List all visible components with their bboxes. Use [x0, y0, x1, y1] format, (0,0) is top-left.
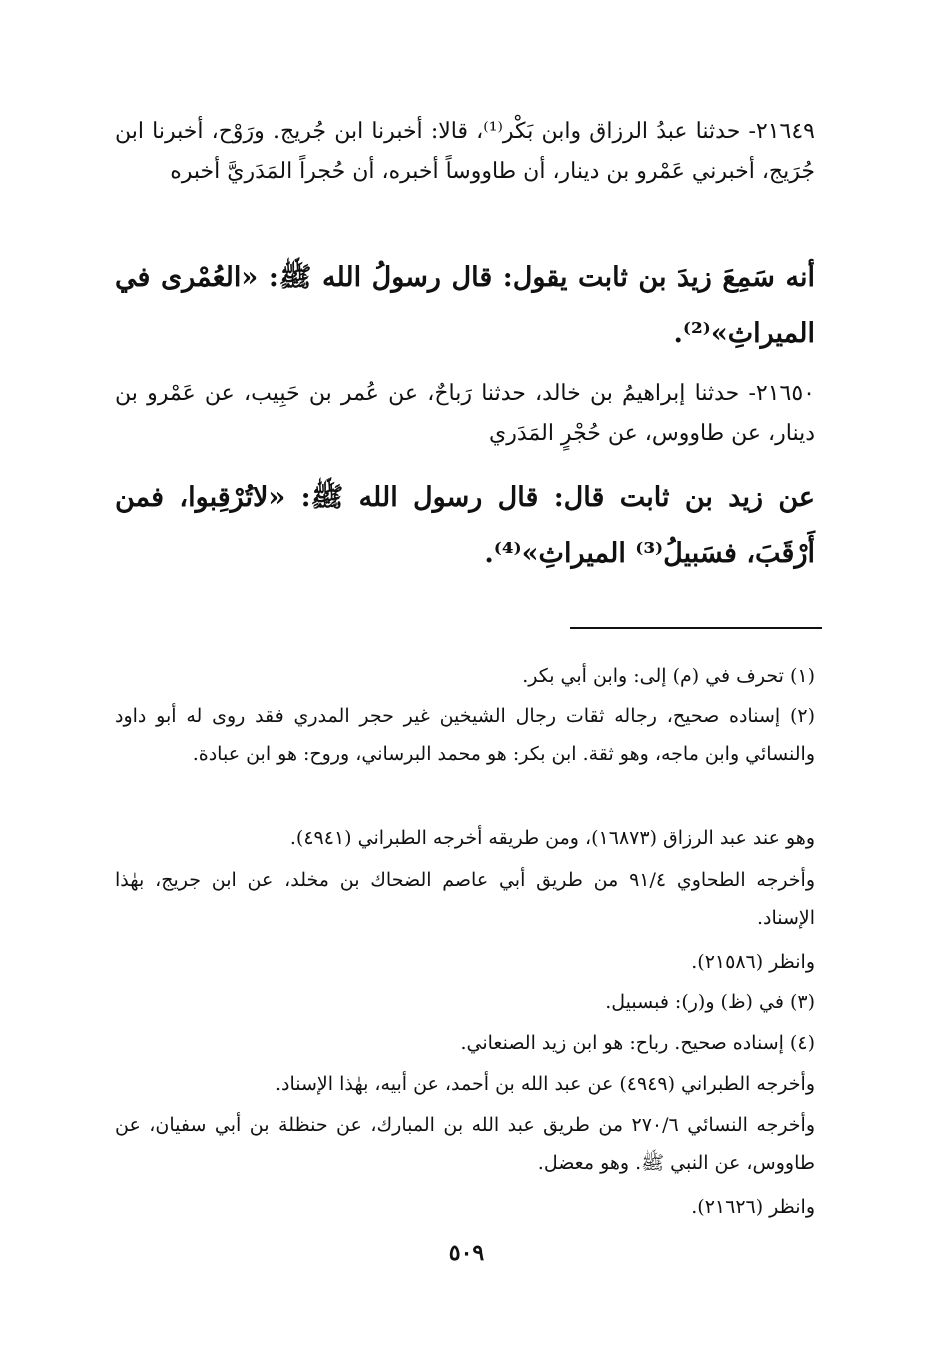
footnote-1: (١) تحرف في (م) إلى: وابن أبي بكر. [522, 665, 815, 687]
footnote-2-source: وهو عند عبد الرزاق (١٦٨٧٣)، ومن طريقه أخرجه الطبراني (٤٩٤١). [289, 827, 815, 849]
hadith-21650-chain: ٢١٦٥٠- حدثنا إبراهيمُ بن خالد، حدثنا رَباحٌ، عن عُمر بن حَبِيب، عن عَمْرو بن دينار، عن طاووس، عن حُجْرٍ المَدَري [115, 381, 815, 446]
hadith-21649-chain: ٢١٦٤٩- حدثنا عبدُ الرزاق وابن بَكْر⁽¹⁾، قالا: أخبرنا ابن جُريج. ورَوْح، أخبرنا ابن جُرَيج، أخبرني عَمْرو بن دينار، أن طاووساً أخبره، أن حُجراً المَدَريَّ أخبره [115, 119, 815, 184]
footnote-separator [570, 627, 822, 629]
footnote-2-tahawi: وأخرجه الطحاوي ٩١/٤ من طريق أبي عاصم الضحاك بن مخلد، عن ابن جريج، بهٰذا الإسناد. [115, 869, 816, 929]
footnote-4-nasai: وأخرجه النسائي ٢٧٠/٦ من طريق عبد الله بن المبارك، عن حنظلة بن أبي سفيان، عن طاووس، عن النبي ﷺ. وهو معضل. [115, 1114, 815, 1174]
page-number: ٥٠٩ [448, 1240, 485, 1266]
footnote-2-see-also: وانظر (٢١٥٨٦). [691, 951, 815, 973]
footnote-3: (٣) في (ظ) و(ر): فبسبيل. [605, 991, 815, 1013]
footnote-4: (٤) إسناده صحيح. رباح: هو ابن زيد الصنعاني. [460, 1032, 815, 1054]
footnote-2: (٢) إسناده صحيح، رجاله ثقات رجال الشيخين غير حجر المدري فقد روى له أبو داود والنسائي وابن ماجه، وهو ثقة. ابن بكر: هو محمد البرساني، وروح: هو ابن عبادة. [115, 705, 815, 765]
hadith-21650-matn: عن زيد بن ثابت قال: قال رسول الله ﷺ: «لاتُرْقِبوا، فمن أَرْقَبَ، فسَبيلُ⁽³⁾ الميراثِ»⁽⁴⁾. [115, 482, 815, 569]
hadith-21649-matn: أنه سَمِعَ زيدَ بن ثابت يقول: قال رسولُ الله ﷺ: «العُمْرى في الميراثِ»⁽²⁾. [115, 262, 815, 349]
footnote-4-tabarani: وأخرجه الطبراني (٤٩٤٩) عن عبد الله بن أحمد، عن أبيه، بهٰذا الإسناد. [274, 1073, 815, 1095]
footnote-4-see-also: وانظر (٢١٦٢٦). [691, 1196, 815, 1218]
